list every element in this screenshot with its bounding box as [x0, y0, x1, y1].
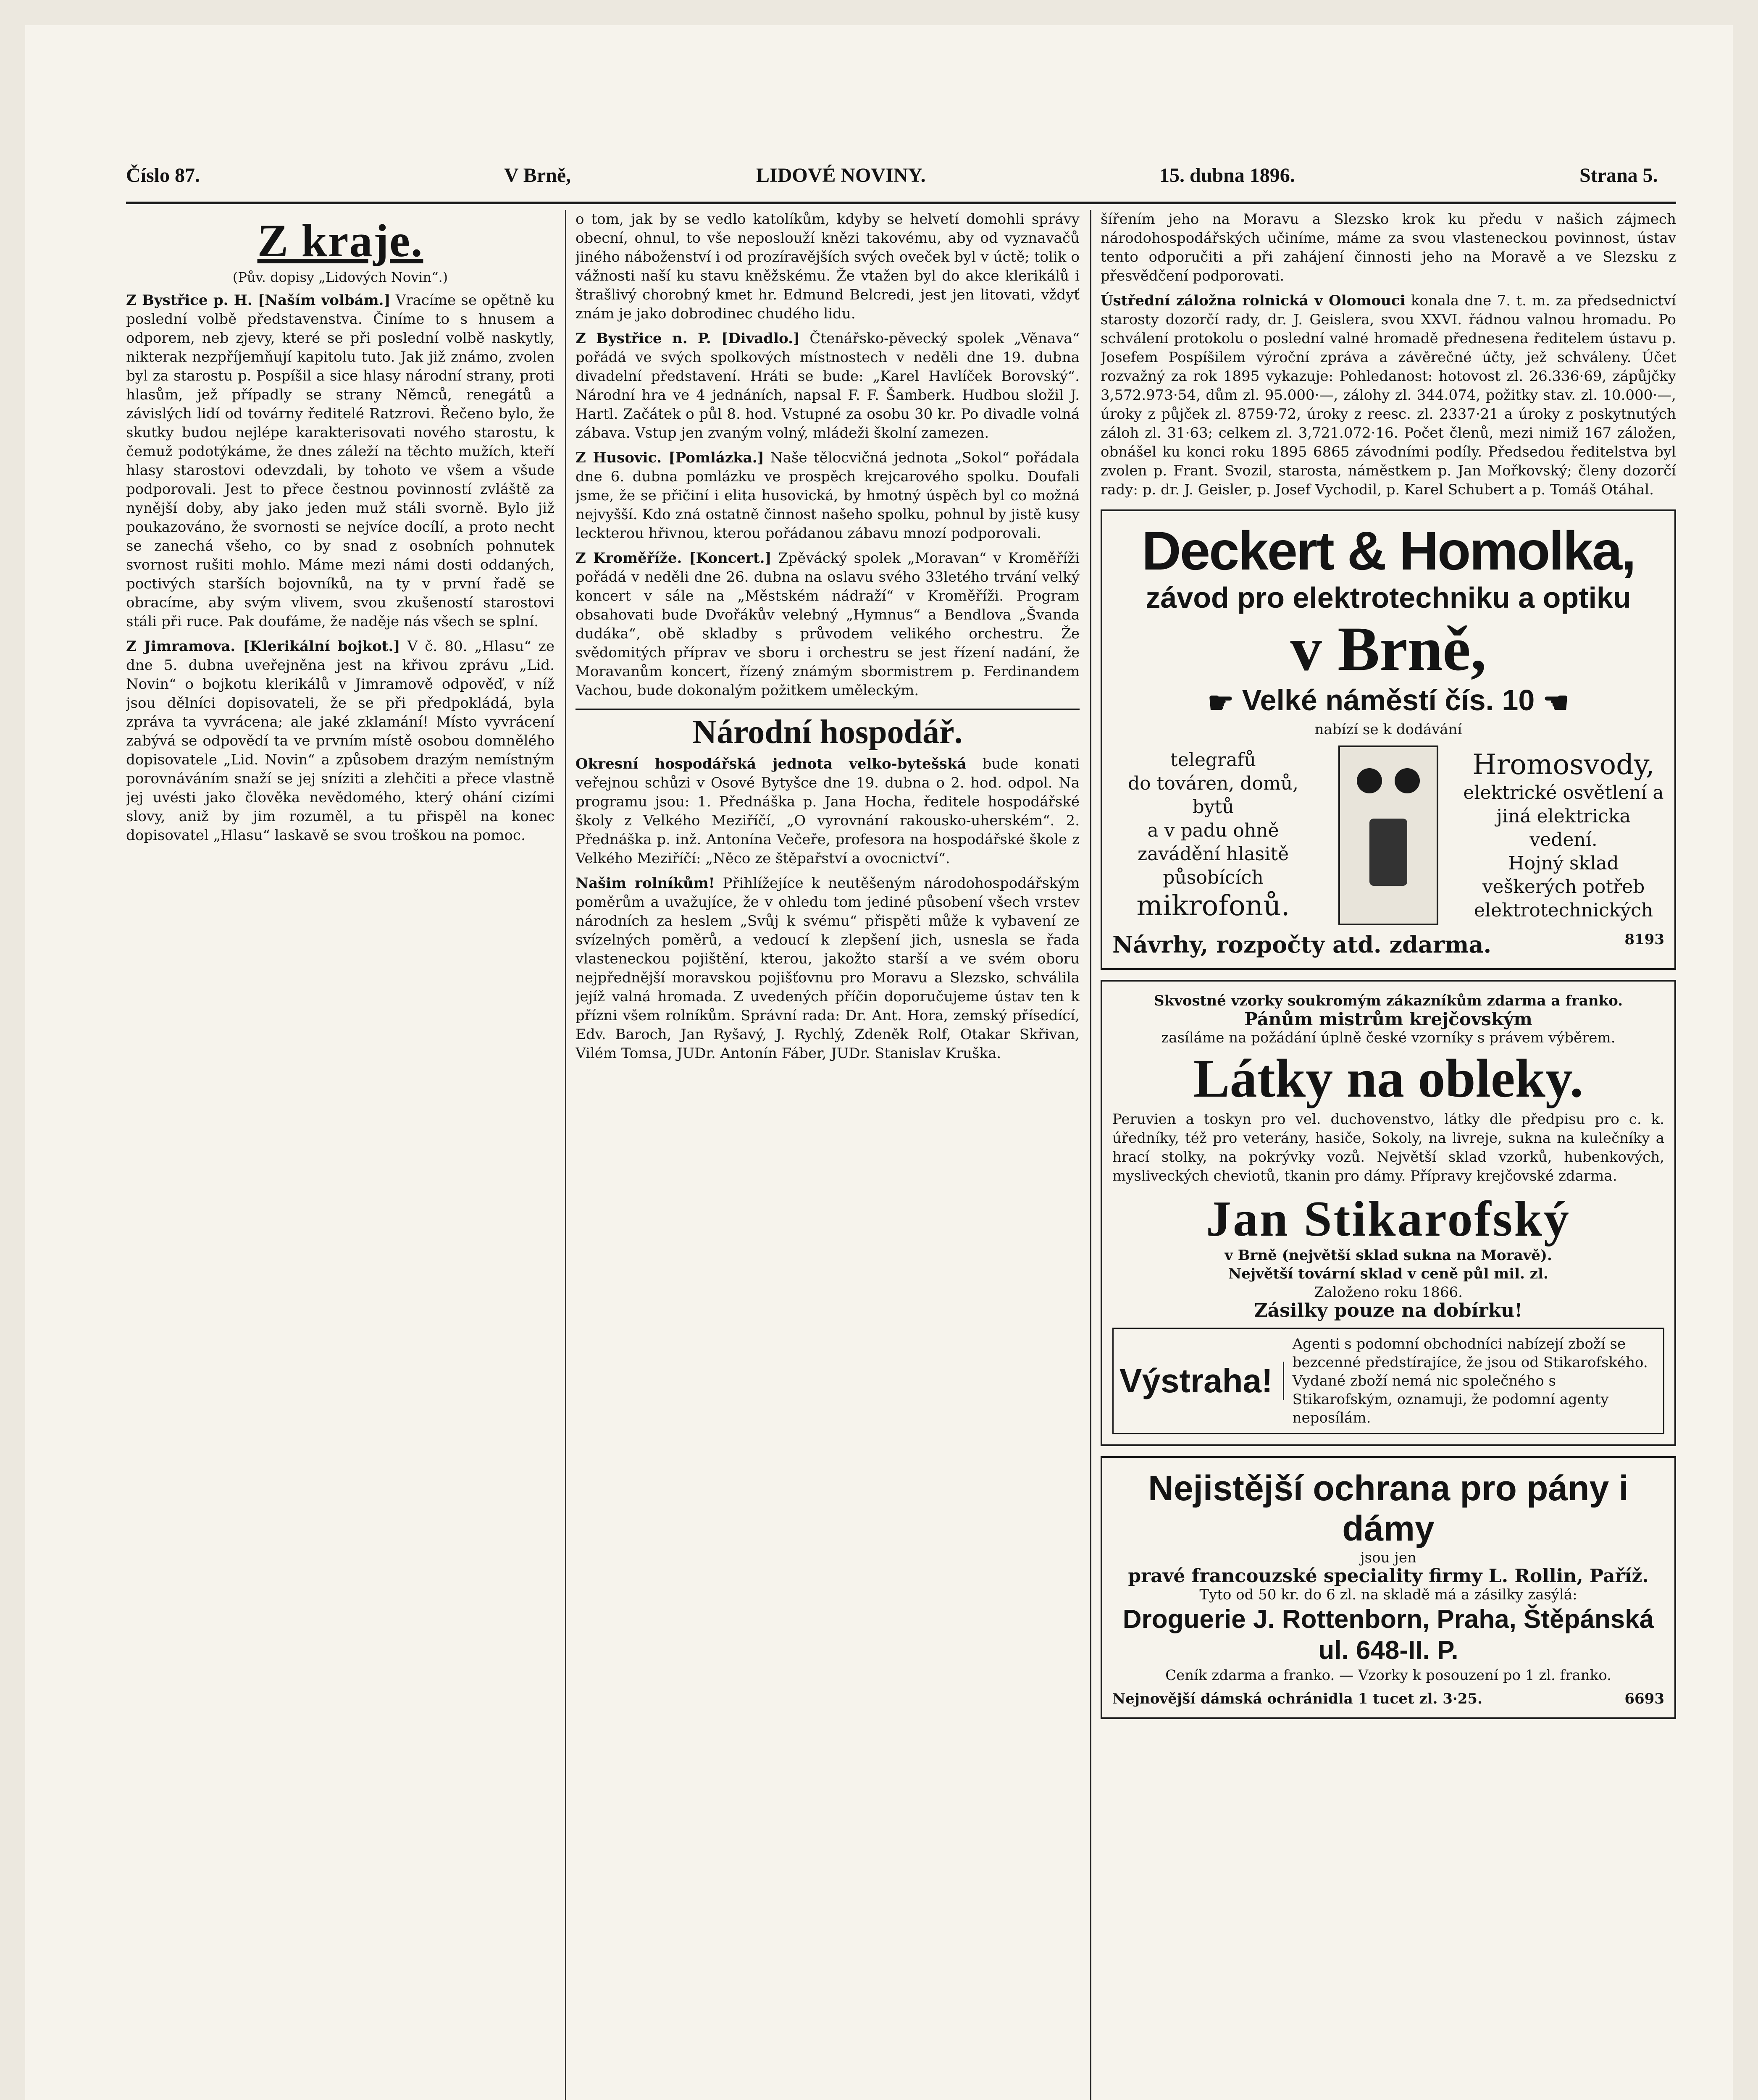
page-header — [126, 155, 1676, 202]
header-rule — [126, 202, 1676, 204]
article-lead: Z Bystřice n. P. [Divadlo.] — [575, 330, 800, 347]
newspaper-title: LIDOVÉ NOVINY. — [756, 164, 926, 186]
article — [575, 210, 1080, 323]
ad-body — [1112, 746, 1664, 925]
article-text: o tom, jak by se vedlo katolíkům, kdyby se helvetí domohli správy obecní, ohnul, to vše neposlouží knězi takovému, aby od vyznavačů jiného náboženství i od prozíravějších svých oveček byl v úctě; tolik o vážnosti naší ku stavu kněžskému. Že vtažen byl do akce klerikálů i štrašlivý chorobný kmet hr. Edmund Belcredi, jest jen litovati, vždyť znám je jako dobrodinec chudého lidu. — [575, 211, 1080, 322]
column-divider — [565, 210, 566, 2100]
article — [575, 329, 1080, 443]
place: V Brně, — [504, 164, 571, 186]
article-lead: Ústřední záložna rolnická v Olomouci — [1101, 292, 1406, 309]
article-text: Naše tělocvičná jednota „Sokol“ pořádala dne 6. dubna pomlázku ve prospěch krejcarového spolku. Doufali jsme, že se přičiní i elita husovická, by hmotný úspěch byl co možná nejvyšší. Kdo zná ostatně činnost našeho spolku, pohnul by jistě kusy leckterou hřivnou, kterou pořádanou zábavu mnozí podporovali. — [575, 449, 1080, 542]
article — [575, 449, 1080, 543]
article-text: Čtenářsko-pěvecký spolek „Věnava“ pořádá ve svých spolkových místnostech v neděli dne 19. dubna divadelní představení. Hráti se bude: „Karel Havlíček Borovský“. Národní hra ve 4 jednáních, napsal F. F. Šamberk. Hudbou složil J. Hartl. Začátek o půl 8. hod. Vstupné za osobu 30 kr. Po divadle volná zábava. Vstup jen zvaným volný, mládeži školní zamezen. — [575, 330, 1080, 441]
article — [1101, 210, 1676, 286]
article-lead: Z Husovic. [Pomlázka.] — [575, 449, 764, 466]
pointing-hand-icon: ☚ — [1543, 686, 1569, 719]
warning-text: Agenti s podomní obchodníci nabízejí zboží se bezcenné předstírajíce, že jsou od Stikarofského. Vydané zboží nemá nic společného s Stikarofským, oznamuji, že podomní agenty neposílám. — [1292, 1335, 1648, 1426]
ad-note: nabízí se k dodávání — [1314, 721, 1462, 738]
ad-reference-number: 6693 — [1624, 1690, 1664, 1707]
article — [575, 549, 1080, 700]
article — [126, 291, 554, 631]
article — [126, 637, 554, 845]
article-text: Přihlížejíce k neutěšeným národohospodářským poměrům a uvažujíce, že v ohledu tom jediné působení všech vrstev národních za heslem „Svůj k svému“ přispěti může k vybavení ze svízelných poměrů, a vedoucí k zlepšení jich, usnesla se řada vlasteneckou pojištění, kterou, jakožto starší a ve svém oboru nejpřednější moravskou pojišťovnu pro Moravu a Slezsko, schválila jejíž valná hromada. Z uvedených příčin doporučujeme ústav ten k přízni všem rolníkům. Správní rada: Dr. Ant. Hora, zemský přísedící, Edv. Baroch, Jan Ryšavý, J. Rychlý, Zdeněk Rolf, Otakar Skřivan, Vilém Tomsa, JUDr. Antonín Fáber, JUDr. Stanislav Kruška. — [575, 875, 1080, 1062]
ad-footer: Návrhy, rozpočty atd. zdarma. 8193 — [1112, 931, 1664, 958]
article-lead: Okresní hospodářská jednota velko-bytešská — [575, 756, 967, 772]
issue-date: 15. dubna 1896. — [1159, 164, 1295, 186]
newspaper-page — [25, 25, 1733, 2100]
article — [575, 874, 1080, 1063]
ad-brand: Droguerie J. Rottenborn, Praha, Štěpánská ul. 648-II. P. — [1122, 1604, 1654, 1665]
ad-footer: Nejnovější dámská ochránidla 1 tucet zl. 3·25. 6693 — [1112, 1690, 1664, 1707]
column-divider — [1090, 210, 1091, 2100]
column-1 — [126, 210, 554, 2100]
advertisement-stikarofsky: Skvostné vzorky soukromým zákazníkům zdarma a franko. Pánům mistrům krejčovským zasíláme na požádání úplně české vzorníky s právem výběrem. Látky na obleky. Peruvien a toskyn pro vel. duchovenstvo, látky dle předpisu pro c. k. úředníky, též pro veterány, hasiče, Sokoly, na livreje, sukna na kulečníky a hrací stolky, na pokrývky vozů. Největší sklad vzorků, hubenkových, mysliveckých cheviotů, tkanin pro dámy. Přípravy krejčovské zdarma. Jan Stikarofský v Brně (největší sklad sukna na Moravě). Největší tovární sklad v ceně půl mil. zl. Založeno roku 1866. Zásilky pouze na dobírku! Výstraha! Agenti s podomní obchodníci nabízejí zboží se bezcenné předstírajíce, že jsou od Stikarofského. Vydané zboží nemá nic společného s Stikarofským, oznamuji, že podomní agenty neposílám. — [1101, 980, 1676, 1446]
article-text: šířením jeho na Moravu a Slezsko krok ku předu v našich zájmech národohospodářských učiníme, máme za svou vlasteneckou povinnost, ústav tento odporučiti a při zahájení činnosti jeho na Moravě a ve Slezsku z přesvědčení podporovati. — [1101, 211, 1676, 284]
article-text: konala dne 7. t. m. za předsednictví starosty dozorčí rady, dr. J. Geislera, svou XXVI. řádnou valnou hromadu. Po schválení protokolu o poslední valné hromadě přednesena ředitelem ústavu p. Josefem Pospíšilem výroční zpráva a závěrečné účty, jež schváleny. Účet rozvažný za rok 1895 vykazuje: Pohledanost: hotovost zl. 26.336·69, zápůjčky 3,572.973·54, dům zl. 95.000·—, zálohy zl. 344.074, požitky stav. zl. 10.000·—, úroky z půjček zl. 8759·72, úroky z reesc. zl. 2337·21 a úroky z poskytnutých záloh zl. 31·63; celkem zl. 3,721.072·16. Počet členů, mezi nimiž 167 záložen, obnášel ku konci roku 1895 6865 závodními podíly. Předsedou ředitelstva byl zvolen p. Frant. Svozil, starosta, náměstkem p. Jan Mořkovský; členy dozorčí rady: p. dr. J. Geisler, p. Josef Vychodil, p. Karel Schubert a p. Tomáš Otáhal. — [1101, 292, 1676, 498]
article-text: bude konati veřejnou schůzi v Osové Bytyšce dne 19. dubna o 2. hod. odpol. Na programu jsou: 1. Přednáška p. Jana Hocha, ředitele hospodářské školy z Velkého Meziříčí, „O vyrovnání rakousko-uherském“. 2. Přednáška p. inž. Antonína Večeře, profesora na hospodářské škole z Velkého Meziříčí: „Něco ze štěpařství a ovocnictví“. — [575, 756, 1080, 867]
article-lead: Z Kroměříže. [Koncert.] — [575, 550, 772, 567]
ad-left-column: telegrafů do továren, domů, bytů a v padu ohně zavádění hlasitě působících mikrofonů. — [1128, 749, 1298, 922]
ad-body: Peruvien a toskyn pro vel. duchovenstvo, látky dle předpisu pro c. k. úředníky, též pro veterány, hasiče, Sokoly, na livreje, sukna na kulečníky a hrací stolky, na pokrývky vozů. Největší sklad vzorků, hubenkových, mysliveckých cheviotů, tkanin pro dámy. Přípravy krejčovské zdarma. — [1112, 1110, 1664, 1184]
ad-title: Nejistější ochrana pro pány i dámy — [1148, 1468, 1629, 1548]
ad-brand: Deckert & Homolka, — [1141, 520, 1635, 581]
section-title: Z kraje. — [257, 215, 423, 266]
section-subtitle: (Pův. dopisy „Lidových Novin“.) — [232, 269, 448, 285]
ad-street: ☛ Velké náměstí čís. 10 ☚ — [1112, 682, 1664, 720]
article — [575, 755, 1080, 868]
pointing-hand-icon: ☛ — [1207, 686, 1234, 719]
telephone-illustration — [1338, 746, 1438, 925]
ad-right-column: Hromosvody, elektrické osvětlení a jiná elektricka vedení. Hojný sklad veškerých potřeb elektrotechnických — [1463, 748, 1664, 921]
ad-brand: Jan Stikarofský — [1206, 1190, 1571, 1247]
issue-number: Číslo 87. — [126, 164, 200, 186]
article — [1101, 291, 1676, 499]
article-lead: Z Jimramova. [Klerikální bojkot.] — [126, 638, 400, 655]
article-lead: Z Bystřice p. H. [Naším volbám.] — [126, 292, 391, 309]
article-text: Vracíme se opětně ku poslední volbě představenstva. Činíme to s hnusem a odporem, neb zjevy, které se při poslední volbě naskytly, nikterak nezpříjemňují kapitolu tuto. Jak již známo, zvolen byl za starostu p. Pospíšil a sice hlasy národní strany, proti hlasům, jež případly se strany Němců, renegátů a závislých lidí od továrny ředitelé Ratzrovi. Řečeno bylo, že skutky budou nejlépe karakterisovati nového starostu, k čemuž podotýkáme, že dnes záleží na těchto mužích, kteří hlasy starostovi odevzdali, by tohoto ve všem a všude podporovali. Jest to přece čestnou povinností zvláště za nynější doby, aby jako jeden muž stáli svorně. Bylo již poukazováno, že svornosti se nejvíce docílí, a proto necht se zanechá všeho, co by snad z osobních pohnutek svornost rušiti mohlo. Máme mezi námi dosti oddaných, poctivých starších bojovníků, na ty v první řadě se obracíme, aby svým vlivem, svou zkušeností starostovi stáli při ruce. Pak doufáme, že naděje nás všech se splní. — [126, 292, 554, 630]
ad-title: Látky na obleky. — [1193, 1048, 1584, 1109]
warning-box — [1112, 1328, 1664, 1434]
ad-city: v Brně, — [1290, 614, 1487, 684]
ad-reference-number: 8193 — [1624, 931, 1664, 948]
advertisement-rollin: Nejistější ochrana pro pány i dámy jsou jen pravé francouzské speciality firmy L. Rollin, Paříž. Tyto od 50 kr. do 6 zl. na skladě má a zásilky zasýlá: Droguerie J. Rottenborn, Praha, Štěpánská ul. 648-II. P. Ceník zdarma a franko. — Vzorky k posouzení po 1 zl. franko. Nejnovější dámská ochránidla 1 tucet zl. 3·25. 6693 — [1101, 1456, 1676, 1719]
advertisement-deckert-homolka — [1101, 509, 1676, 970]
article-lead: Našim rolníkům! — [575, 875, 715, 892]
section-title: Národní hospodář. — [575, 709, 1080, 751]
page-number: Strana 5. — [1579, 164, 1658, 186]
article-text: Zpěvácký spolek „Moravan“ v Kroměříži pořádá v neděli dne 26. dubna na oslavu svého 33letého trvání velký koncert v sále na „Městském nádraží“ v Kroměříži. Program obsahovati bude Dvořákův velebný „Hymnus“ a Bendlova „Švanda dudáka“, obě skladby s průvodem velikého orchestru. Že svědomitých příprav ve sboru i orchestru se jest řízení nadání, že Moravanům koncert, řízený známým sbormistrem p. Ferdinandem Vachou, bude dokonalým požitkem uměleckým. — [575, 550, 1080, 699]
ad-line: závod pro elektrotechniku a optiku — [1146, 581, 1631, 614]
article-text: V č. 80. „Hlasu“ ze dne 5. dubna uveřejněna jest na křivou zprávu „Lid. Novin“ o bojkotu klerikálů v Jimramově odpověď, v níž jsou dělníci dopisovateli, že se při předpokládá, byla zpráva ta vyvrácena; ale jaké zklamání! Místo vyvrácení zabývá se odpovědí ta ve prvním místě osobou domnělého dopisovatele „Lid. Novin“ a způsobem drazým nemístným porovnáváním snaží se jej sníziti a zlehčiti a přece vlastně jej uvésti jako člověka nevědomého, který ohání cizími slovy, aniž by jim rozuměl, a tu přispěl na konec dopisovatel „Hlasu“ laskavě se svou troškou na pomoc. — [126, 638, 554, 844]
column-3 — [1101, 210, 1676, 2100]
column-2 — [575, 210, 1080, 2100]
warning-title: Výstraha! — [1119, 1362, 1284, 1400]
